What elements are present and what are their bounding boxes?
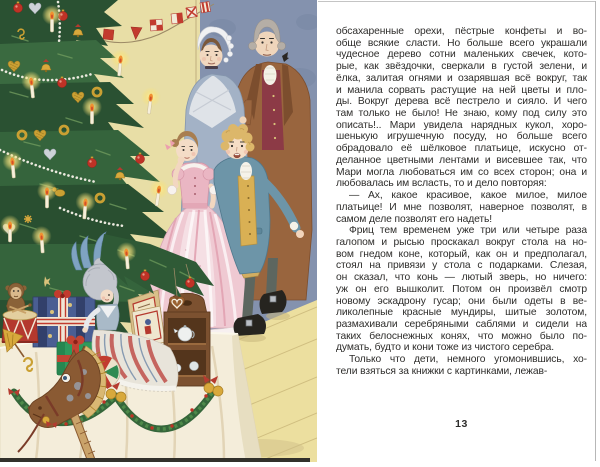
scan-edge-top <box>318 1 596 2</box>
text-line: самом деле позволят его надеть! <box>336 213 493 225</box>
text-line: обрадовало её шёлковое платьице, искусно от- <box>336 143 587 155</box>
text-line: новому эскадрону гусар; они были одеты в ве- <box>336 295 587 307</box>
text-line: платьице! И мне позволят, наверное позволят, в <box>336 201 587 213</box>
text-line: думать, будто и кони тоже из чистого серебра. <box>336 342 555 354</box>
text-line: таких белоснежных конях, что можно было по- <box>336 330 587 342</box>
text-line: деланное цветными лентами и висевшее так, что <box>336 154 587 166</box>
text-line: обсахаренные орехи, пёстрые конфеты и во- <box>336 26 587 37</box>
text-line: галопом и рысью проскакал вокруг стола на но- <box>336 236 587 248</box>
page-number: 13 <box>455 418 468 430</box>
boy-jabot <box>240 162 252 180</box>
text-page <box>317 0 600 467</box>
mother-choker <box>205 66 218 69</box>
text-line: там только не было! Не знаю, кому под силу это <box>336 108 587 120</box>
text-line: Мари могла любоваться им со всех сторон; она и <box>336 166 587 178</box>
boy-hand <box>296 230 304 238</box>
text-line: тели взяться за книжки с картинками, лежав- <box>336 365 548 377</box>
text-line: он сказал, что конь — лютый зверь, но ничего: <box>336 272 587 284</box>
gold-star-ornament <box>24 215 32 223</box>
text-line: чудесное дерево сотни маленьких свечек, кото- <box>336 49 587 61</box>
text-line: ликолепные красные мундиры, шитые золотом, <box>336 307 587 319</box>
illustration-bottom-edge <box>0 458 310 462</box>
text-line: описать!.. Мари увидела нарядных кукол, хоро- <box>336 119 587 131</box>
text-line: Только что дети, немного угомонившись, хо- <box>349 354 587 366</box>
text-line: вом гнедом коне, который, как он и предполагал, <box>336 248 587 260</box>
text-line: рые, как звёздочки, сверкали в густой зелени, и <box>336 61 587 73</box>
text-line: ды. Вокруг дерева всё пестрело и сияло. И чего <box>336 96 587 108</box>
text-line: обще всякие сласти. Но больше всего украшали <box>336 37 587 49</box>
text-line: ёлка, залитая огнями и озарявшая всё вокруг, так <box>336 72 587 84</box>
text-column <box>336 26 587 378</box>
text-line: размахивали серебряными саблями и сидели на <box>336 318 587 330</box>
text-line: шенькую игрушечную посуду, но больше всего <box>336 131 587 143</box>
text-line: Фриц тем временем уже три или четыре раза <box>349 225 587 237</box>
text-line: стоял на привязи у стола с подарками. Слезая, <box>336 260 587 272</box>
text-line: и манила сорвать растущие на ней цветы и пло- <box>336 84 587 96</box>
text-line: любовалась им всласть, то и дело повторяя: <box>336 178 547 190</box>
scan-edge-right <box>595 1 596 461</box>
text-line: — Ах, какое красивое, какое милое, милое <box>349 190 587 202</box>
text-line: уж он его вышколит. Потом он произвёл смотр <box>336 283 587 295</box>
